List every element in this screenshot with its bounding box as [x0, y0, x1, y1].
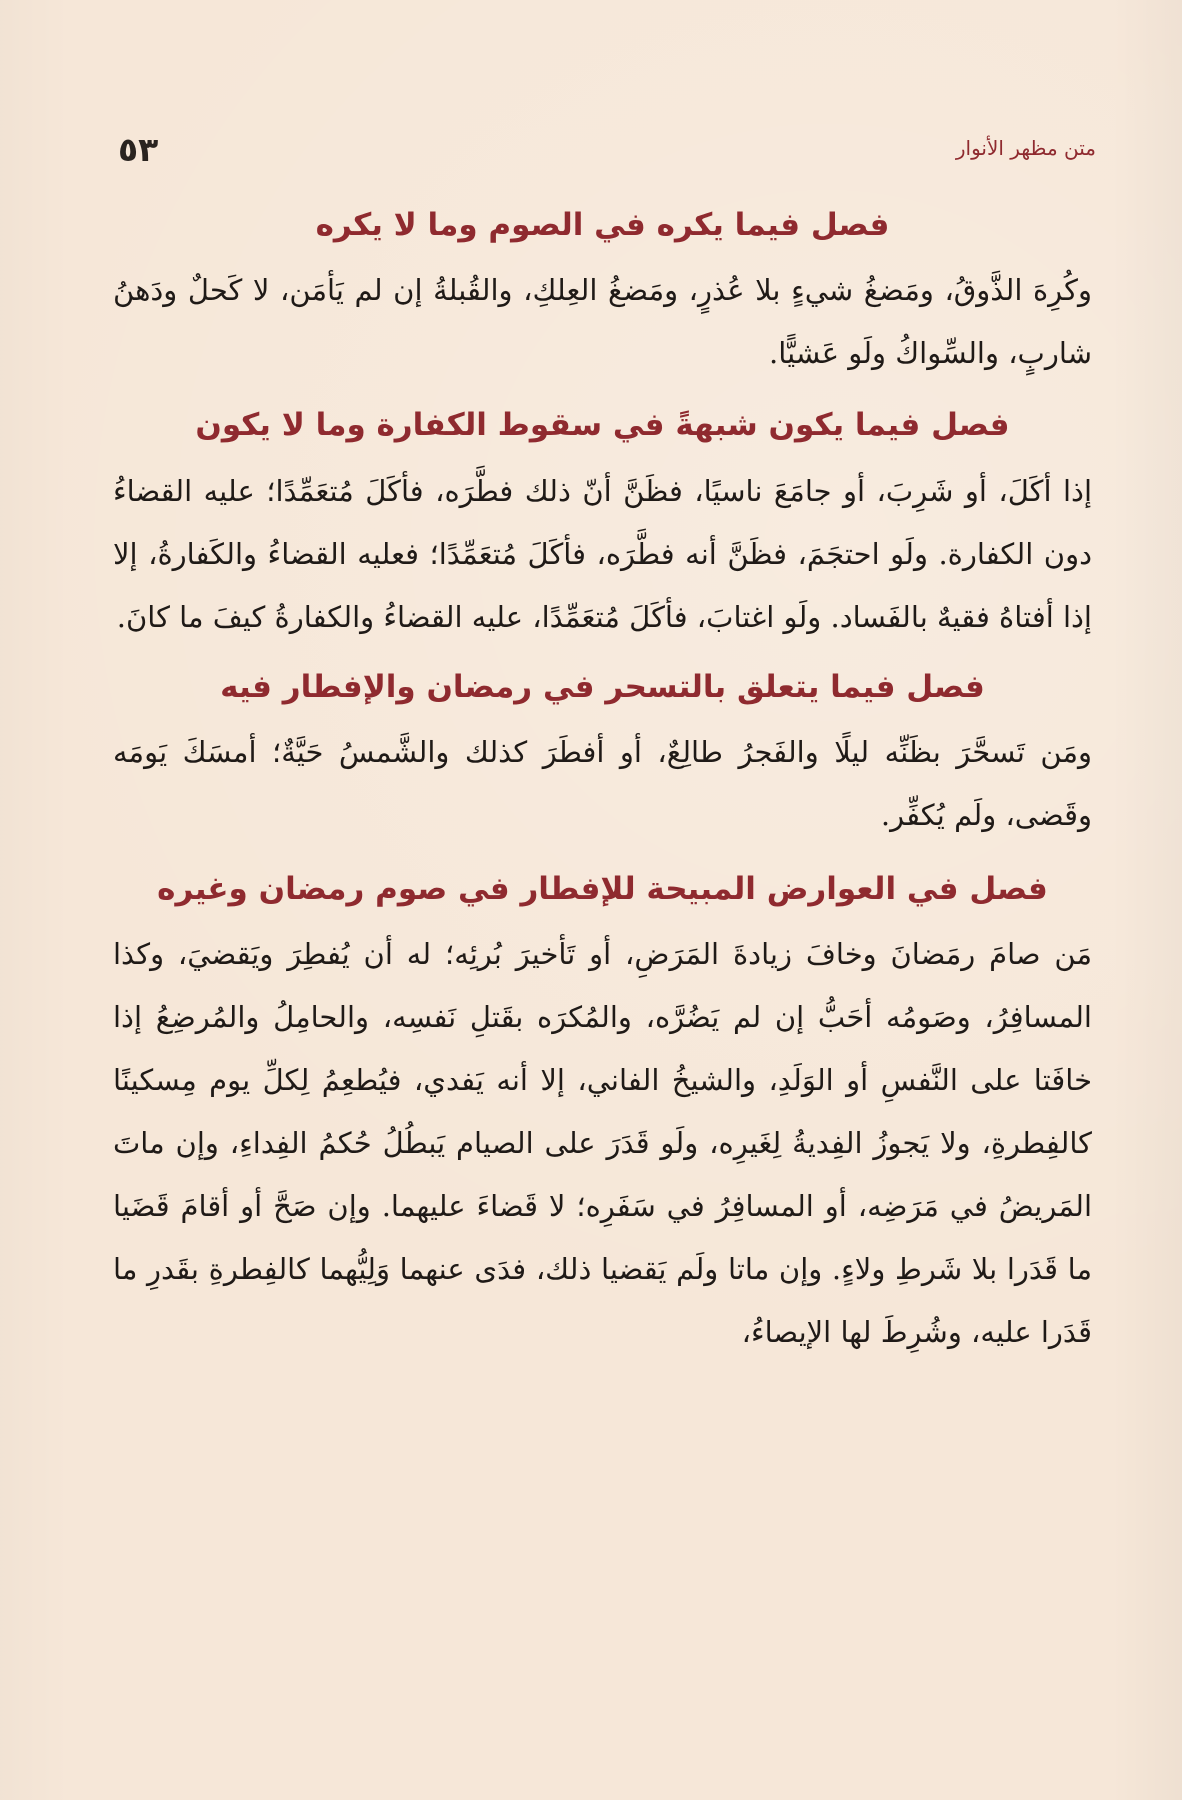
page-content	[113, 205, 1092, 1364]
section-title: فصل فيما يتعلق بالتسحر في رمضان والإفطار فيه	[220, 668, 985, 705]
section-expiation-doubt	[113, 405, 1092, 648]
section-paragraph: مَن صامَ رمَضانَ وخافَ زيادةَ المَرَضِ، أو تَأخيرَ بُرئِه؛ له أن يُفطِرَ ويَقضيَ، وكذا المسافِرُ، وصَومُه أحَبُّ إن لم يَضُرَّه، والمُكرَه بقَتلِ نَفسِه، والحامِلُ والمُرضِعُ إذا خافَتا على النَّفسِ أو الوَلَدِ، والشيخُ الفاني، إلا أنه يَفدي، فيُطعِمُ لِكلِّ يوم مِسكينًا كالفِطرةِ، ولا يَجوزُ الفِديةُ لِغَيرِه، ولَو قَدَرَ على الصيام يَبطُلُ حُكمُ الفِداءِ، وإن ماتَ المَريضُ في مَرَضِه، أو المسافِرُ في سَفَرِه؛ لا قَضاءَ عليهما. وإن صَحَّ أو أقامَ قَضَيا ما قَدَرا بلا شَرطِ ولاءٍ. وإن ماتا ولَم يَقضيا ذلك، فدَى عنهما وَلِيُّهما كالفِطرةِ بقَدرِ ما قَدَرا عليه، وشُرِطَ لها الإيصاءُ،	[113, 937, 1092, 1350]
section-fasting-disliked	[113, 205, 1092, 385]
page-header	[118, 132, 1096, 174]
running-title: متن مظهر الأنوار	[955, 136, 1096, 160]
section-title: فصل فيما يكون شبهةً في سقوط الكفارة وما لا يكون	[195, 407, 1010, 444]
section-title: فصل في العوارض المبيحة للإفطار في صوم رمضان وغيره	[157, 870, 1048, 907]
section-permissible-breaking	[113, 869, 1092, 1364]
page-number: ٥٣	[118, 130, 159, 169]
section-title: فصل فيما يكره في الصوم وما لا يكره	[315, 207, 890, 243]
section-suhoor-iftar	[113, 667, 1092, 847]
section-paragraph: ومَن تَسحَّرَ بظَنِّه ليلًا والفَجرُ طالِعٌ، أو أفطَرَ كذلك والشَّمسُ حَيَّةٌ؛ أمسَكَ يَومَه وقَضى، ولَم يُكفِّر.	[113, 734, 1092, 832]
section-paragraph: وكُرِهَ الذَّوقُ، ومَضغُ شيءٍ بلا عُذرٍ، ومَضغُ العِلكِ، والقُبلةُ إن لم يَأمَن، لا كَحلٌ ودَهنُ شاربٍ، والسِّواكُ ولَو عَشيًّا.	[113, 273, 1092, 371]
section-paragraph: إذا أكَلَ، أو شَرِبَ، أو جامَعَ ناسيًا، فظَنَّ أنّ ذلك فطَّرَه، فأكَلَ مُتعَمِّدًا؛ عليه القضاءُ دون الكفارة. ولَو احتجَمَ، فظَنَّ أنه فطَّرَه، فأكَلَ مُتعَمِّدًا؛ فعليه القضاءُ والكَفارةُ، إلا إذا أفتاهُ فقيهٌ بالفَساد. ولَو اغتابَ، فأكَلَ مُتعَمِّدًا، عليه القضاءُ والكفارةُ كيفَ ما كانَ.	[113, 473, 1092, 634]
